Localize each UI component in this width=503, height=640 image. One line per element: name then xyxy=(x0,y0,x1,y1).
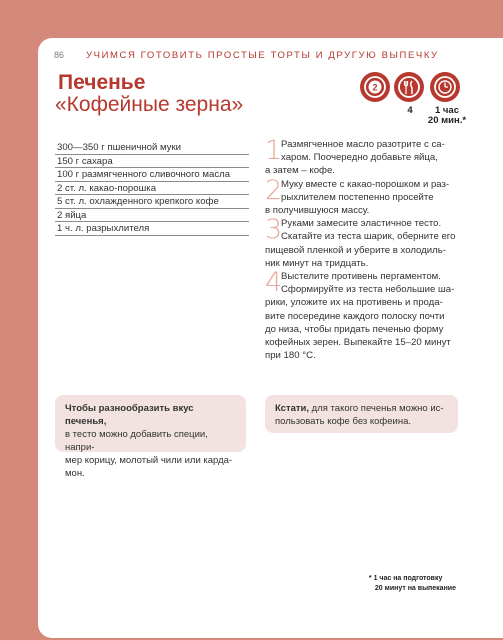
running-title: УЧИМСЯ ГОТОВИТЬ ПРОСТЫЕ ТОРТЫ И ДРУГУЮ ВЫПЕЧКУ xyxy=(86,50,439,61)
step xyxy=(265,267,470,362)
fork-knife-icon xyxy=(394,72,424,102)
step-text: рики, уложите их на противень и прода- xyxy=(265,297,443,309)
footnote xyxy=(369,574,456,594)
tip-left-text: мон. xyxy=(65,468,85,479)
step-text: ник минут на тридцать. xyxy=(265,257,369,269)
step-text: Руками замесите эластичное тесто. xyxy=(281,218,442,230)
step-text: рыхлителем постепенно просейте xyxy=(281,191,434,203)
step-text: Скатайте из теста шарик, оберните его xyxy=(281,231,456,243)
step-text: Выстелите противень пергаментом. xyxy=(281,271,441,283)
recipe-subtitle: «Кофейные зерна» xyxy=(55,93,244,116)
ingredient-item: 300—350 г пшеничной муки xyxy=(55,141,249,155)
step-text: в получившуюся массу. xyxy=(265,205,370,217)
step xyxy=(265,135,470,178)
ingredient-item: 2 яйца xyxy=(55,209,249,223)
step-number: 1 xyxy=(265,135,283,166)
step-text: до низа, чтобы придать печенью форму xyxy=(265,323,444,335)
page xyxy=(38,38,503,638)
step-text: вите посередине каждого полоску почти xyxy=(265,310,445,322)
ingredients-list xyxy=(55,141,249,236)
cooking-time xyxy=(422,106,472,126)
tip-box-left xyxy=(55,395,246,479)
ingredient-item: 1 ч. л. разрыхлителя xyxy=(55,222,249,236)
tip-left-text: в тесто можно добавить специи, напри- xyxy=(65,429,208,453)
recipe-title: Печенье xyxy=(58,71,146,94)
footnote-line: * 1 час на подготовку xyxy=(368,575,443,582)
step xyxy=(265,174,470,218)
clock-icon xyxy=(430,72,460,102)
difficulty-level: 2 xyxy=(372,82,378,93)
tip-left-bold: Чтобы разнообразить вкус печенья, xyxy=(65,403,194,427)
page-number: 86 xyxy=(54,50,65,60)
step-text: харом. Поочередно добавьте яйца, xyxy=(281,152,438,164)
step-text: а затем – кофе. xyxy=(265,165,335,177)
step-text: кофейных зерен. Выпекайте 15–20 минут xyxy=(265,337,451,349)
servings: 4 xyxy=(407,105,413,116)
ingredient-item: 150 г сахара xyxy=(55,155,249,169)
ingredient-item: 100 г размягченного сливочного масла xyxy=(55,168,249,182)
step-text: Сформируйте из теста небольшие ша- xyxy=(281,284,455,296)
step-text: при 180 °С. xyxy=(265,350,316,362)
step-number: 2 xyxy=(265,174,283,206)
time-line-2: 20 мин.* xyxy=(427,115,467,126)
time-line-1: 1 час xyxy=(434,105,459,116)
tip-right-text: для такого печенья можно ис- xyxy=(309,403,444,414)
tip-box-right xyxy=(265,395,458,433)
step-text: Муку вместе с какао-порошком и раз- xyxy=(281,178,450,190)
footnote-line: 20 минут на выпекание xyxy=(374,585,456,592)
steps-list xyxy=(265,135,470,362)
step-text: пищевой пленкой и уберите в холодиль- xyxy=(265,244,446,256)
tip-right-bold: Кстати, xyxy=(275,403,310,414)
tip-left-text: мер корицу, молотый чили или карда- xyxy=(65,455,233,466)
step-number: 3 xyxy=(265,214,283,246)
difficulty-icon xyxy=(360,72,390,102)
step-text: Размягченное масло разотрите с са- xyxy=(281,139,445,150)
ingredient-item: 5 ст. л. охлажденного крепкого кофе xyxy=(55,195,249,209)
tip-right-text: пользовать кофе без кофеина. xyxy=(275,416,412,427)
step xyxy=(265,214,470,270)
running-header xyxy=(54,50,503,61)
ingredient-item: 2 ст. л. какао-порошка xyxy=(55,182,249,196)
step-number: 4 xyxy=(265,267,283,299)
